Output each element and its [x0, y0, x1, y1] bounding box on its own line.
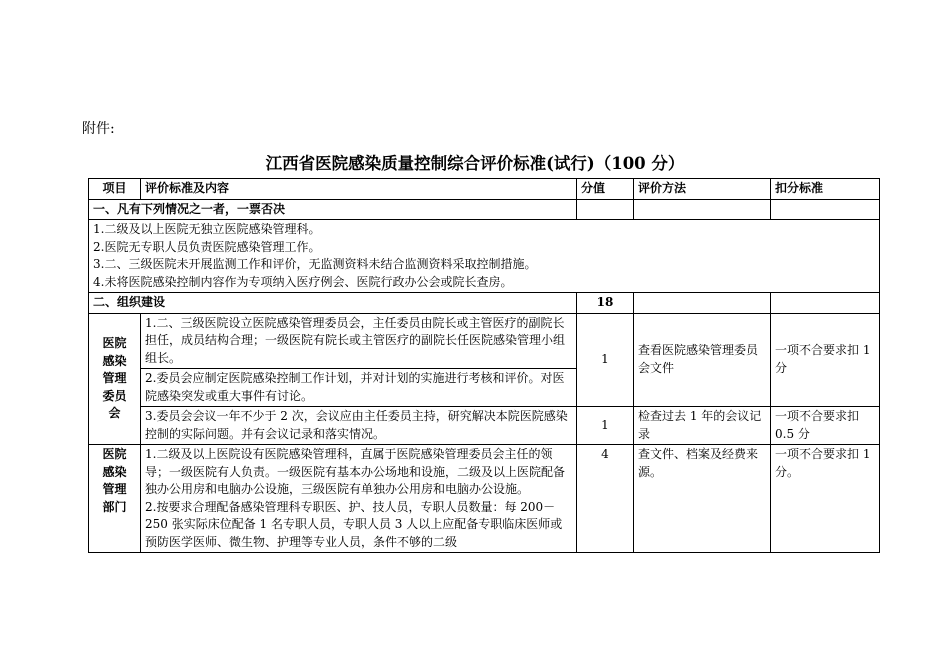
committee-method-1: 查看医院感染管理委员会文件 [634, 313, 771, 407]
committee-criteria-item: 1.二、三级医院设立医院感染管理委员会，主任委员由院长或主管医疗的副院长担任，成员结构合理；一级医院有院长或主管医疗的副院长任医院感染管理小组组长。 [145, 315, 566, 365]
project-char: 管理 [102, 482, 127, 496]
project-char: 管理 [102, 371, 127, 385]
veto-method-cell [634, 199, 771, 220]
committee-project-cell [89, 313, 141, 445]
header-project: 项目 [89, 179, 141, 200]
veto-section-title: 一、凡有下列情况之一者，一票否决 [89, 199, 577, 220]
project-char: 感染 [102, 464, 127, 479]
project-char: 医院 [102, 447, 127, 461]
project-char: 医院 [102, 336, 127, 350]
committee-row-1 [89, 313, 880, 407]
org-deduction-cell [771, 293, 880, 314]
org-method-cell [634, 293, 771, 314]
department-criteria-item: 2.按要求合理配备感染管理科专职医、护、技人员，专职人员数量：每 200－250 张实际床位配备 1 名专职人员，专职人员 3 人以上应配备专职临床医师或预防医学医师、微生物、护理等专业人员，条件不够的二级 [145, 499, 563, 549]
committee-criteria-item-3: 3.委员会会议一年不少于 2 次，会议应由主任委员主持，研究解决本院医院感染控制的实际问题。并有会议记录和落实情况。 [141, 407, 577, 445]
committee-score-2: 1 [577, 407, 634, 445]
department-criteria-item: 1.二级及以上医院设有医院感染管理科，直属于医院感染管理委员会主任的领导；一级医院有人负责。一级医院有基本办公场地和设施，二级及以上医院配备独办公用房和电脑办公设施，三级医院有单独办公用房和电脑办公设施。 [145, 447, 566, 496]
veto-items-row [89, 220, 880, 293]
project-char: 感染 [102, 353, 127, 368]
veto-item: 3.二、三级医院未开展监测工作和评价，无监测资料未结合监测资料采取控制措施。 [93, 257, 537, 271]
committee-deduction-1: 一项不合要求扣 1 分 [771, 313, 880, 407]
department-deduction: 一项不合要求扣 1 分。 [771, 445, 880, 553]
header-score: 分值 [577, 179, 634, 200]
committee-row-2 [89, 407, 880, 445]
department-method: 查文件、档案及经费来源。 [634, 445, 771, 553]
veto-score-cell [577, 199, 634, 220]
department-project-cell [89, 445, 141, 553]
attachment-label: 附件: [82, 121, 115, 137]
project-char: 会 [108, 406, 121, 420]
committee-criteria-cell [141, 313, 577, 407]
committee-criteria-item: 2.委员会应制定医院感染控制工作计划，并对计划的实施进行考核和评价。对医院感染突发或重大事件有讨论。 [141, 368, 576, 406]
project-char: 委员 [102, 388, 127, 403]
evaluation-table [88, 178, 880, 553]
veto-section-row [89, 199, 880, 220]
veto-items-cell [89, 220, 880, 293]
veto-item: 2.医院无专职人员负责医院感染管理工作。 [93, 239, 321, 254]
table-header-row [89, 179, 880, 200]
committee-deduction-2: 一项不合要求扣 0.5 分 [771, 407, 880, 445]
department-row [89, 445, 880, 553]
project-char: 部门 [102, 499, 127, 514]
committee-method-2: 检查过去 1 年的会议记录 [634, 407, 771, 445]
document-title: 江西省医院感染质量控制综合评价标准(试行)（100 分） [265, 154, 685, 173]
header-criteria: 评价标准及内容 [141, 179, 577, 200]
org-section-title: 二、组织建设 [89, 293, 577, 314]
department-score: 4 [577, 445, 634, 553]
committee-score-1: 1 [577, 313, 634, 407]
veto-item: 4.未将医院感染控制内容作为专项纳入医疗例会、医院行政办公会或院长查房。 [93, 274, 513, 289]
veto-deduction-cell [771, 199, 880, 220]
header-deduction: 扣分标准 [771, 179, 880, 200]
veto-item: 1.二级及以上医院无独立医院感染管理科。 [93, 222, 321, 236]
org-section-score: 18 [577, 293, 634, 314]
department-criteria-cell [141, 445, 577, 553]
org-section-row [89, 293, 880, 314]
header-method: 评价方法 [634, 179, 771, 200]
